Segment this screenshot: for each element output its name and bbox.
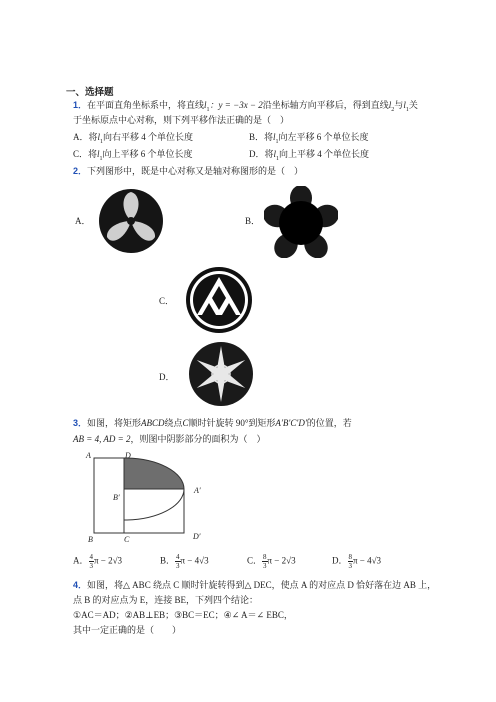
- question-4-line-2: 点 B 的对应点为 E，连接 BE，下列四个结论：: [73, 595, 259, 605]
- point-label-d: D: [125, 451, 131, 460]
- point-label-d-prime: D′: [193, 532, 201, 541]
- option-d[interactable]: D．: [159, 372, 175, 382]
- question-4-line-4: 其中一定正确的是（ ）: [73, 625, 182, 635]
- option-b[interactable]: B． $\frac{4}{3}$ π − 4√3: [160, 553, 209, 570]
- question-3-line-1: 3．如图，将矩形ABCD绕点C顺时针旋转 90°到矩形A′B′C′D′的位置，若: [73, 418, 352, 428]
- question-number: 2．: [73, 166, 88, 176]
- figure-b-flower: [264, 186, 338, 258]
- question-number: 1．: [73, 100, 88, 110]
- section-title: 一、选择题: [66, 87, 114, 98]
- question-1-line-2: 于坐标原点中心对称，则下列平移作法正确的是（ ）: [73, 115, 290, 125]
- question-1-line-1: 1．在平面直角坐标系中，将直线$l_1$：y = −3x − 2沿坐标轴方向平移后，得到直线$l_2$与$l_1$关: [73, 100, 418, 113]
- option-b[interactable]: B．: [245, 216, 261, 226]
- point-label-c: C: [124, 535, 130, 544]
- rotation-figure: [86, 450, 216, 544]
- point-label-a: A: [86, 451, 91, 460]
- figure-d-star-circle: [188, 341, 254, 407]
- question-4-line-1: 4．如图，将△ ABC 绕点 C 顺时针旋转得到△ DEC，使点 A 的对应点 D 恰好落在边 AB 上，: [73, 580, 437, 590]
- question-2-stem: 2．下列图形中，既是中心对称又是轴对称图形的是（ ）: [73, 166, 304, 176]
- question-number: 3．: [73, 418, 88, 428]
- question-3-line-2: AB = 4, AD = 2，则图中阴影部分的面积为（ ）: [73, 434, 266, 444]
- question-number: 4．: [73, 580, 88, 590]
- option-b[interactable]: B．将$l_1$向左平移 6 个单位长度: [249, 132, 369, 145]
- figure-a-circle-propeller: [98, 188, 164, 254]
- option-c[interactable]: C． $\frac{8}{3}$ π − 2√3: [247, 553, 296, 570]
- option-a[interactable]: A． $\frac{4}{3}$ π − 2√3: [73, 553, 123, 570]
- option-c[interactable]: C．将$l_1$向上平移 6 个单位长度: [73, 149, 193, 162]
- figure-c-triforce-circle: [185, 266, 253, 334]
- option-d[interactable]: D．将$l_1$向上平移 4 个单位长度: [249, 149, 370, 162]
- point-label-b: B: [88, 535, 93, 544]
- point-label-a-prime: A′: [194, 486, 201, 495]
- option-c[interactable]: C．: [159, 296, 175, 306]
- question-4-line-3: ①AC＝AD；②AB⊥EB；③BC＝EC；④∠ A＝∠ EBC，: [73, 610, 293, 620]
- option-a[interactable]: A．将$l_1$向右平移 4 个单位长度: [73, 132, 194, 145]
- option-d[interactable]: D． $\frac{8}{3}$ π − 4√3: [332, 553, 382, 570]
- option-a[interactable]: A．: [75, 216, 91, 226]
- point-label-b-prime: B′: [113, 493, 120, 502]
